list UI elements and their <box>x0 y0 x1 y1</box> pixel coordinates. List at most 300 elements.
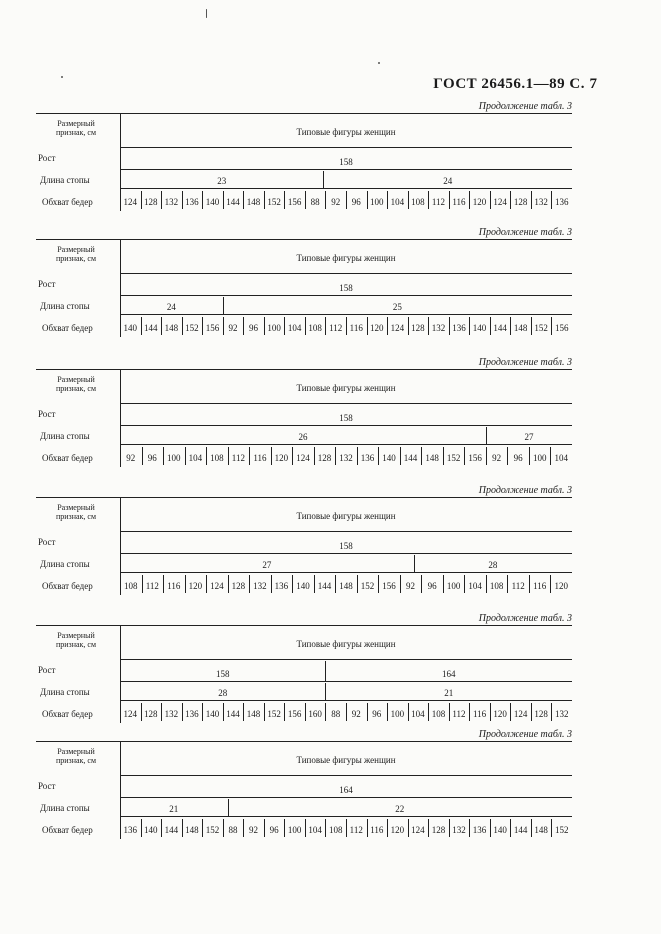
hip-cell: 156 <box>287 709 302 719</box>
hip-cell-divider <box>550 447 551 465</box>
height-value: 164 <box>339 785 353 795</box>
height-label: Рост <box>38 279 56 289</box>
hip-cell: 104 <box>411 709 425 719</box>
hip-cell: 100 <box>287 825 302 835</box>
hip-cell: 152 <box>205 825 220 835</box>
hip-cell-divider <box>185 447 186 465</box>
hip-cell: 124 <box>493 197 507 207</box>
hip-cell: 148 <box>513 323 528 333</box>
hip-cell: 140 <box>493 825 507 835</box>
hip-cell: 88 <box>310 197 320 207</box>
hip-cell-divider <box>264 703 265 721</box>
continuation-note: Продолжение табл. 3 <box>478 101 572 112</box>
scan-speck <box>378 62 380 64</box>
hip-cell-divider <box>264 191 265 209</box>
table-top-rule <box>36 369 572 370</box>
hip-cell: 120 <box>472 197 487 207</box>
hip-cell: 128 <box>144 709 158 719</box>
hip-cell: 96 <box>351 197 361 207</box>
hip-cell-divider <box>141 703 142 721</box>
foot-length-value: 24 <box>166 302 176 312</box>
hip-cell-divider <box>305 191 306 209</box>
hip-cell: 104 <box>390 197 405 207</box>
continuation-note: Продолжение табл. 3 <box>478 613 572 624</box>
hip-cell: 136 <box>360 453 375 463</box>
foot-length-label: Длина стопы <box>40 175 90 185</box>
hip-cell-divider <box>284 317 285 335</box>
hip-cell: 116 <box>452 197 466 207</box>
foot-group-divider <box>325 683 326 701</box>
hip-cell-divider <box>292 575 293 593</box>
hip-cell: 108 <box>210 453 224 463</box>
hip-cell-divider <box>142 447 143 465</box>
hip-cell-divider <box>449 703 450 721</box>
hip-cell-divider <box>141 819 142 837</box>
height-row-rule <box>120 553 572 554</box>
hip-cell: 132 <box>339 453 353 463</box>
hip-cell-divider <box>325 317 326 335</box>
hip-cell: 124 <box>210 581 224 591</box>
hip-cell: 100 <box>390 709 405 719</box>
hip-cell-divider <box>163 575 164 593</box>
hip-cell: 116 <box>472 709 487 719</box>
hip-cell: 116 <box>370 825 384 835</box>
hip-cell-divider <box>357 447 358 465</box>
hip-cell-divider <box>510 317 511 335</box>
foot-row-rule <box>120 444 572 445</box>
hip-cell: 120 <box>390 825 405 835</box>
hip-cell-divider <box>325 819 326 837</box>
column-header: Типовые фигуры женщин <box>296 253 396 263</box>
hip-cell-divider <box>449 317 450 335</box>
hip-cell: 132 <box>554 709 569 719</box>
hip-cell: 104 <box>468 581 482 591</box>
column-header: Типовые фигуры женщин <box>296 639 396 649</box>
hip-cell: 92 <box>249 825 259 835</box>
hip-cell: 152 <box>446 453 461 463</box>
hip-cell: 124 <box>411 825 425 835</box>
table-top-rule <box>36 497 572 498</box>
hip-cell-divider <box>182 703 183 721</box>
hip-cell-divider <box>202 819 203 837</box>
hip-cell: 100 <box>532 453 547 463</box>
hip-cell-divider <box>335 447 336 465</box>
hip-cell-divider <box>292 447 293 465</box>
hip-cell-divider <box>486 575 487 593</box>
hip-cell-divider <box>141 317 142 335</box>
height-group-divider <box>325 661 326 681</box>
hip-cell-divider <box>243 191 244 209</box>
hip-cell-divider <box>400 575 401 593</box>
height-label: Рост <box>38 409 56 419</box>
hip-cell-divider <box>378 575 379 593</box>
hip-cell: 156 <box>287 197 302 207</box>
hip-cell-divider <box>264 317 265 335</box>
hip-cell: 96 <box>513 453 523 463</box>
hip-cell-divider <box>408 819 409 837</box>
hip-cell: 140 <box>144 825 158 835</box>
hip-cell-divider <box>367 703 368 721</box>
header-bottom-rule <box>120 147 572 148</box>
hip-cell: 152 <box>360 581 375 591</box>
hip-cell: 148 <box>339 581 353 591</box>
hip-cell: 152 <box>554 825 569 835</box>
hip-cell-divider <box>400 447 401 465</box>
hip-cell-divider <box>305 317 306 335</box>
foot-length-value: 28 <box>218 688 228 698</box>
hip-cell-divider <box>228 575 229 593</box>
hip-cell: 108 <box>124 581 138 591</box>
hip-cell-divider <box>490 819 491 837</box>
hip-cell: 116 <box>167 581 181 591</box>
row-label-header: Размерный признак, см <box>55 503 97 521</box>
foot-length-label: Длина стопы <box>40 803 90 813</box>
hip-cell-divider <box>408 703 409 721</box>
hip-cell-divider <box>551 703 552 721</box>
size-table <box>36 101 572 212</box>
hip-cell: 108 <box>328 825 343 835</box>
hip-cell: 116 <box>253 453 267 463</box>
hip-cell: 128 <box>231 581 246 591</box>
hip-cell: 92 <box>228 323 238 333</box>
hip-cell: 108 <box>411 197 425 207</box>
hip-cell: 132 <box>534 197 548 207</box>
hip-cell: 140 <box>296 581 310 591</box>
hip-cell-divider <box>314 575 315 593</box>
hip-cell: 112 <box>431 197 446 207</box>
continuation-note: Продолжение табл. 3 <box>478 729 572 740</box>
row-label-header: Размерный признак, см <box>55 631 97 649</box>
foot-row-rule <box>120 188 572 189</box>
hip-cell-divider <box>408 191 409 209</box>
hip-cell-divider <box>531 703 532 721</box>
hip-cell-divider <box>223 317 224 335</box>
hip-cell-divider <box>249 447 250 465</box>
hip-cell: 104 <box>188 453 203 463</box>
table-top-rule <box>36 625 572 626</box>
foot-length-value: 22 <box>395 804 405 814</box>
hip-cell-divider <box>202 317 203 335</box>
hip-cell-divider <box>449 819 450 837</box>
column-header: Типовые фигуры женщин <box>296 383 396 393</box>
hip-cell-divider <box>223 819 224 837</box>
hip-cell: 136 <box>185 197 199 207</box>
foot-row-rule <box>120 314 572 315</box>
height-value: 164 <box>441 669 456 679</box>
header-bottom-rule <box>120 273 572 274</box>
height-value: 158 <box>215 669 230 679</box>
height-label: Рост <box>38 781 56 791</box>
foot-length-label: Длина стопы <box>40 431 90 441</box>
foot-length-value: 21 <box>169 804 179 814</box>
hip-cell: 116 <box>349 323 363 333</box>
hip-cell: 124 <box>123 197 138 207</box>
hip-cell: 108 <box>431 709 446 719</box>
hip-cell: 136 <box>274 581 289 591</box>
hip-cell: 112 <box>452 709 466 719</box>
hip-cell-divider <box>223 703 224 721</box>
hip-cell-divider <box>378 447 379 465</box>
hip-cell: 132 <box>253 581 267 591</box>
hip-cell-divider <box>264 819 265 837</box>
hip-cell: 100 <box>370 197 384 207</box>
height-label: Рост <box>38 153 56 163</box>
hip-cell: 108 <box>308 323 322 333</box>
hip-cell-divider <box>357 575 358 593</box>
hip-cell: 96 <box>249 323 259 333</box>
hip-cell: 112 <box>511 581 525 591</box>
continuation-note: Продолжение табл. 3 <box>478 357 572 368</box>
hip-cell: 124 <box>296 453 310 463</box>
hip-cell: 112 <box>329 323 343 333</box>
hip-cell-divider <box>161 317 162 335</box>
hip-cell-divider <box>550 575 551 593</box>
hip-girth-label: Обхват бедер <box>42 825 93 835</box>
hip-cell: 148 <box>534 825 548 835</box>
hip-cell: 128 <box>317 453 332 463</box>
hip-cell-divider <box>305 819 306 837</box>
hip-cell-divider <box>531 317 532 335</box>
hip-cell: 144 <box>226 709 240 719</box>
hip-cell-divider <box>421 447 422 465</box>
hip-cell-divider <box>202 191 203 209</box>
foot-row-rule <box>120 700 572 701</box>
hip-cell-divider <box>346 819 347 837</box>
hip-cell-divider <box>421 575 422 593</box>
hip-cell-divider <box>325 703 326 721</box>
hip-cell-divider <box>284 819 285 837</box>
height-row-rule <box>120 681 572 682</box>
foot-length-value: 24 <box>443 176 453 186</box>
hip-cell: 156 <box>554 323 569 333</box>
hip-cell-divider <box>490 191 491 209</box>
hip-cell-divider <box>161 819 162 837</box>
scan-speck <box>61 76 63 78</box>
hip-cell: 128 <box>411 323 425 333</box>
hip-cell: 144 <box>226 197 240 207</box>
hip-cell: 124 <box>390 323 405 333</box>
hip-cell: 124 <box>123 709 138 719</box>
hip-cell: 88 <box>228 825 238 835</box>
hip-cell: 152 <box>267 197 281 207</box>
hip-cell: 96 <box>269 825 279 835</box>
hip-cell-divider <box>206 447 207 465</box>
hip-cell: 92 <box>406 581 416 591</box>
table-top-rule <box>36 239 572 240</box>
hip-cell-divider <box>551 191 552 209</box>
hip-cell: 108 <box>489 581 504 591</box>
table-top-rule <box>36 741 572 742</box>
foot-length-value: 21 <box>444 688 454 698</box>
hip-cell: 112 <box>349 825 363 835</box>
hip-cell: 132 <box>164 709 179 719</box>
hip-cell-divider <box>449 191 450 209</box>
hip-cell-divider <box>387 317 388 335</box>
hip-cell: 148 <box>425 453 439 463</box>
hip-cell-divider <box>161 191 162 209</box>
hip-cell-divider <box>202 703 203 721</box>
hip-cell: 120 <box>274 453 289 463</box>
hip-cell-divider <box>490 703 491 721</box>
hip-cell: 96 <box>372 709 382 719</box>
hip-cell-divider <box>243 703 244 721</box>
hip-cell: 92 <box>126 453 136 463</box>
hip-cell-divider <box>335 575 336 593</box>
hip-cell-divider <box>469 317 470 335</box>
hip-cell-divider <box>408 317 409 335</box>
hip-cell-divider <box>346 191 347 209</box>
hip-cell: 136 <box>185 709 199 719</box>
hip-cell-divider <box>510 819 511 837</box>
foot-group-divider <box>414 555 415 573</box>
hip-cell-divider <box>428 819 429 837</box>
hip-cell-divider <box>163 447 164 465</box>
foot-length-value: 27 <box>262 560 272 570</box>
hip-cell: 128 <box>431 825 446 835</box>
hip-cell: 144 <box>513 825 528 835</box>
foot-group-divider <box>223 297 224 315</box>
hip-cell-divider <box>529 447 530 465</box>
hip-cell: 148 <box>164 323 179 333</box>
hip-cell: 136 <box>123 825 138 835</box>
foot-row-rule <box>120 816 572 817</box>
hip-cell: 120 <box>554 581 568 591</box>
hip-cell-divider <box>469 819 470 837</box>
header-bottom-rule <box>120 659 572 660</box>
page-number: 7 <box>589 76 597 92</box>
hip-cell: 136 <box>554 197 569 207</box>
hip-cell-divider <box>469 703 470 721</box>
height-row-rule <box>120 295 572 296</box>
hip-cell-divider <box>387 703 388 721</box>
hip-cell: 144 <box>144 323 158 333</box>
hip-girth-label: Обхват бедер <box>42 581 93 591</box>
foot-length-label: Длина стопы <box>40 301 90 311</box>
hip-cell-divider <box>284 703 285 721</box>
hip-cell-divider <box>428 703 429 721</box>
hip-cell: 152 <box>534 323 548 333</box>
hip-cell-divider <box>228 447 229 465</box>
hip-cell-divider <box>325 191 326 209</box>
foot-length-label: Длина стопы <box>40 559 90 569</box>
hip-cell: 144 <box>493 323 507 333</box>
height-label: Рост <box>38 537 56 547</box>
hip-cell: 100 <box>267 323 281 333</box>
height-value: 158 <box>339 413 353 423</box>
foot-length-value: 23 <box>217 176 227 186</box>
table-top-rule <box>36 113 572 114</box>
hip-cell-divider <box>486 447 487 465</box>
hip-cell-divider <box>443 575 444 593</box>
row-label-header: Размерный признак, см <box>55 747 97 765</box>
hip-cell: 132 <box>452 825 466 835</box>
row-label-header: Размерный признак, см <box>55 375 97 393</box>
scan-mark <box>206 9 207 18</box>
foot-row-rule <box>120 572 572 573</box>
hip-cell: 120 <box>493 709 507 719</box>
hip-cell-divider <box>185 575 186 593</box>
header-bottom-rule <box>120 531 572 532</box>
foot-length-value: 26 <box>298 432 308 442</box>
size-table <box>36 227 572 338</box>
column-header: Типовые фигуры женщин <box>296 127 396 137</box>
hip-cell: 144 <box>317 581 332 591</box>
hip-cell: 156 <box>468 453 482 463</box>
hip-cell-divider <box>161 703 162 721</box>
hip-cell-divider <box>443 447 444 465</box>
header-bottom-rule <box>120 403 572 404</box>
hip-cell-divider <box>182 191 183 209</box>
hip-cell-divider <box>182 317 183 335</box>
hip-cell-divider <box>531 191 532 209</box>
header-bottom-rule <box>120 775 572 776</box>
hip-cell-divider <box>223 191 224 209</box>
hip-cell: 140 <box>205 709 220 719</box>
hip-cell-divider <box>305 703 306 721</box>
hip-cell: 96 <box>427 581 437 591</box>
height-value: 158 <box>339 157 353 167</box>
hip-cell: 92 <box>351 709 361 719</box>
page-header <box>0 76 661 96</box>
hip-cell: 132 <box>431 323 446 333</box>
hip-cell: 128 <box>534 709 548 719</box>
hip-cell: 96 <box>147 453 157 463</box>
hip-cell-divider <box>346 317 347 335</box>
hip-cell: 160 <box>308 709 322 719</box>
hip-cell-divider <box>284 191 285 209</box>
size-table <box>36 485 572 596</box>
hip-cell: 136 <box>472 825 487 835</box>
hip-cell-divider <box>529 575 530 593</box>
hip-cell: 152 <box>185 323 199 333</box>
foot-length-value: 28 <box>488 560 498 570</box>
hip-cell-divider <box>551 819 552 837</box>
height-label: Рост <box>38 665 56 675</box>
hip-cell-divider <box>367 317 368 335</box>
hip-cell: 120 <box>188 581 203 591</box>
hip-cell: 140 <box>382 453 396 463</box>
hip-cell: 148 <box>246 709 261 719</box>
size-table <box>36 729 572 840</box>
hip-cell-divider <box>367 191 368 209</box>
continuation-note: Продолжение табл. 3 <box>478 227 572 238</box>
hip-cell: 152 <box>267 709 281 719</box>
hip-girth-label: Обхват бедер <box>42 197 93 207</box>
hip-cell: 136 <box>452 323 466 333</box>
hip-cell-divider <box>346 703 347 721</box>
hip-cell-divider <box>428 317 429 335</box>
hip-cell-divider <box>206 575 207 593</box>
hip-cell-divider <box>249 575 250 593</box>
hip-cell: 92 <box>492 453 502 463</box>
hip-cell: 104 <box>308 825 322 835</box>
hip-cell-divider <box>464 447 465 465</box>
hip-cell-divider <box>510 191 511 209</box>
hip-cell: 140 <box>205 197 220 207</box>
hip-cell-divider <box>428 191 429 209</box>
hip-cell-divider <box>469 191 470 209</box>
hip-cell-divider <box>182 819 183 837</box>
hip-cell: 124 <box>513 709 528 719</box>
column-header: Типовые фигуры женщин <box>296 511 396 521</box>
hip-cell: 148 <box>246 197 261 207</box>
foot-length-value: 25 <box>392 302 402 312</box>
height-row-rule <box>120 425 572 426</box>
row-label-header: Размерный признак, см <box>55 119 97 137</box>
hip-girth-label: Обхват бедер <box>42 453 93 463</box>
height-row-rule <box>120 797 572 798</box>
hip-girth-label: Обхват бедер <box>42 709 93 719</box>
